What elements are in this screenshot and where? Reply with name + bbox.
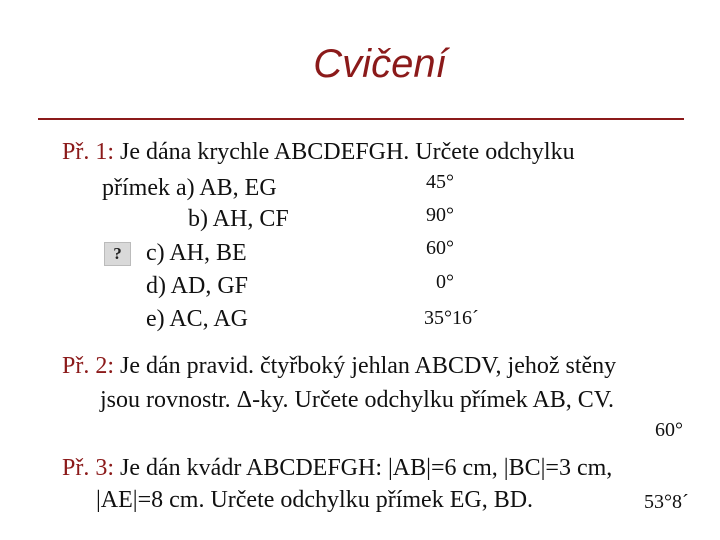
ex1-item-c-text: AH, BE [169,240,247,266]
exercise-3-statement [62,454,612,482]
slide-title: Cvičení [313,42,447,86]
exercise-3-line-2: |AE|=8 cm. Určete odchylku přímek EG, BD. [96,487,534,513]
ex1-answer-e: 35°16´ [424,307,479,329]
ex1-item-c-prefix: c) [146,240,170,266]
exercise-1-text: Je dána krychle ABCDEFGH. Určete odchylku [114,139,575,165]
exercise-3-label: Př. 3: [62,455,115,481]
ex1-answer-b: 90° [426,204,454,226]
ex1-item-e-prefix: e) [146,306,170,332]
ex1-item-d-prefix: d) [146,273,171,299]
ex1-item-e [146,305,248,333]
ex1-item-a [102,174,277,202]
ex1-item-d [146,272,248,300]
ex1-item-e-text: AC, AG [169,306,249,332]
ex1-answer-d: 0° [436,271,454,293]
exercise-1-statement [62,138,575,166]
exercise-2-statement [62,352,616,380]
exercise-2-line-1: Je dán pravid. čtyřboký jehlan ABCDV, jehož stěny [114,353,617,379]
exercise-2-line-2: jsou rovnostr. Δ-ky. Určete odchylku přímek AB, CV. [100,387,615,413]
ex1-item-a-prefix: přímek a) [102,175,200,201]
ex1-item-b [188,205,289,233]
exercise-3-answer: 53°8´ [644,491,689,513]
ex1-answer-a: 45° [426,171,454,193]
ex1-answer-c: 60° [426,237,454,259]
ex1-item-c [146,239,247,267]
exercise-1-label: Př. 1: [62,139,115,165]
ex1-item-b-prefix: b) [188,206,213,232]
exercise-2-label: Př. 2: [62,353,115,379]
ex1-item-b-text: AH, CF [212,206,289,232]
ex1-item-d-text: AD, GF [170,273,249,299]
exercise-3-line-1: Je dán kvádr ABCDEFGH: |AB|=6 cm, |BC|=3 cm, [114,455,613,481]
title-divider [38,118,684,120]
exercise-2-answer: 60° [655,419,683,441]
hint-button[interactable]: ? [104,242,131,266]
ex1-item-a-text: AB, EG [199,175,277,201]
